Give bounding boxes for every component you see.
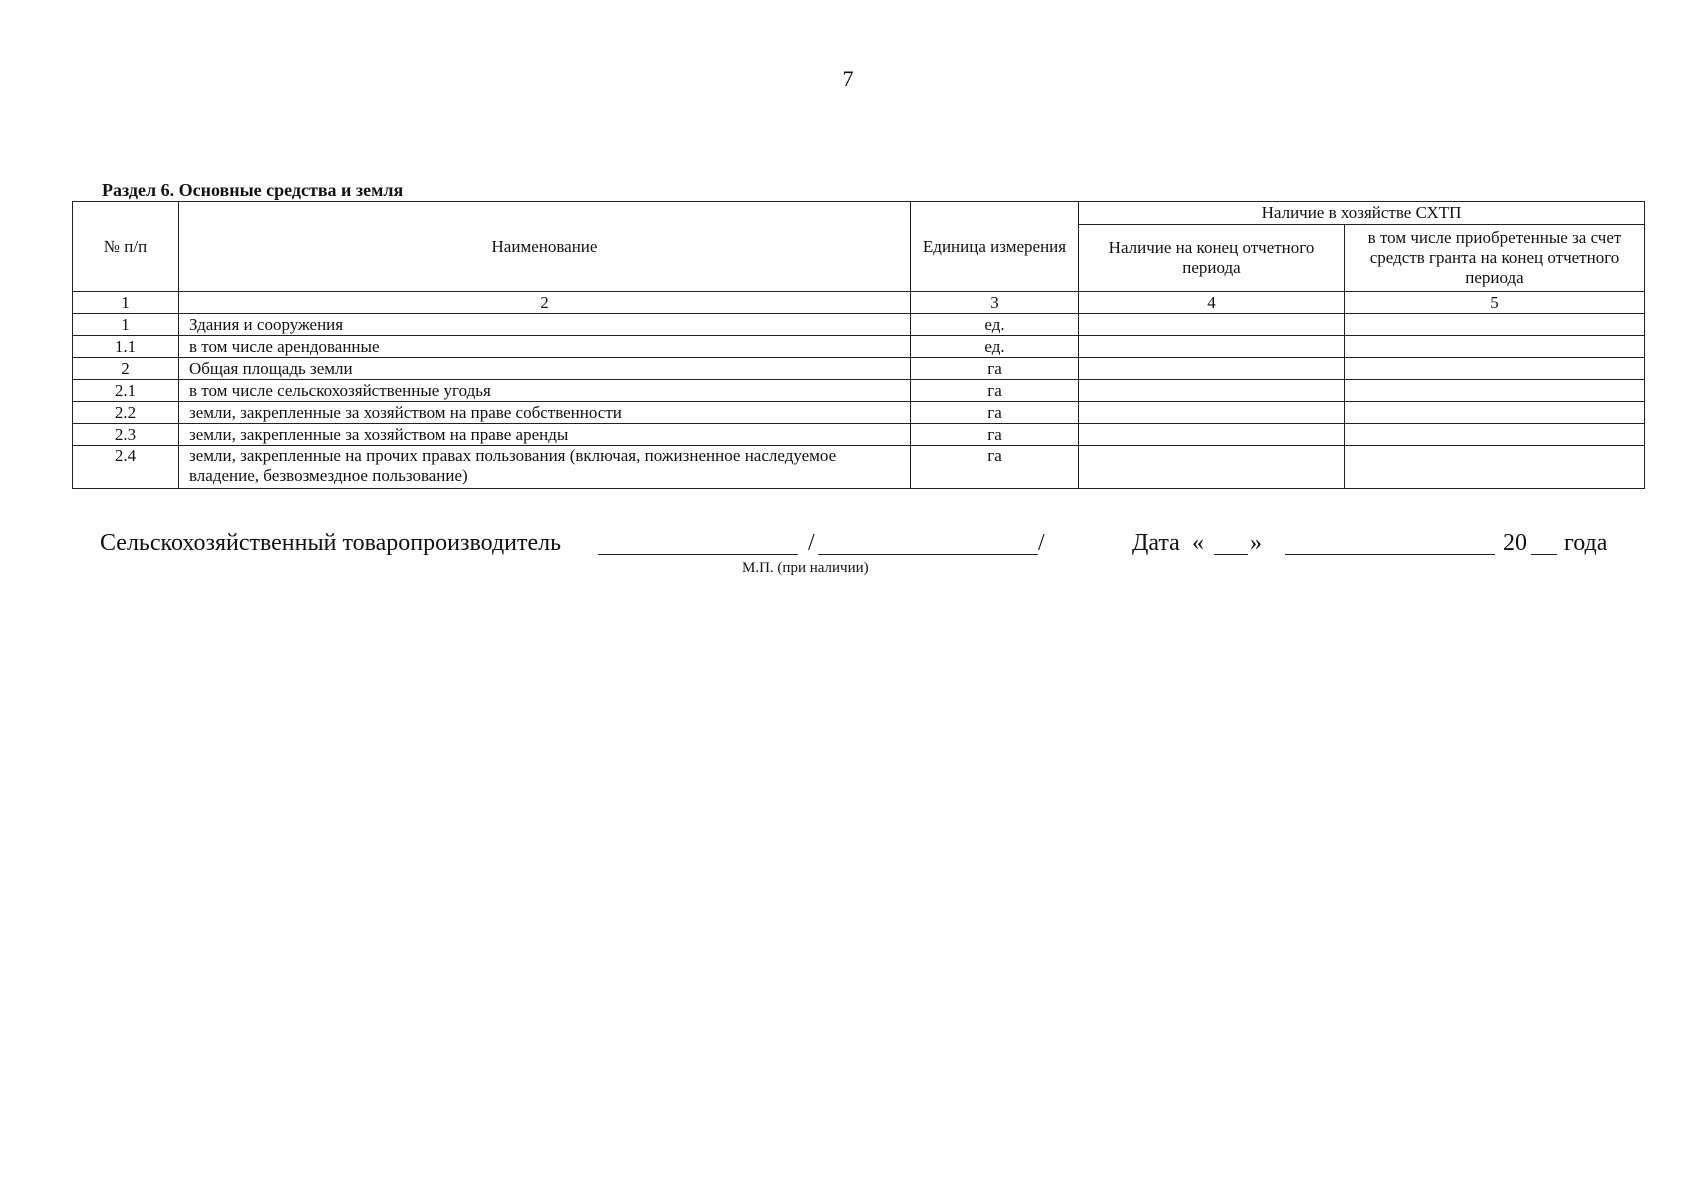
- row-value-col5[interactable]: [1345, 424, 1645, 446]
- row-number: 2.2: [73, 402, 179, 424]
- signature-line[interactable]: [598, 554, 798, 555]
- row-value-col4[interactable]: [1079, 380, 1345, 402]
- section-title: Раздел 6. Основные средства и земля: [102, 180, 404, 200]
- signature-name-line[interactable]: [818, 554, 1038, 555]
- row-unit: га: [911, 358, 1079, 380]
- row-number: 2: [73, 358, 179, 380]
- row-number: 2.1: [73, 380, 179, 402]
- signature-block: [100, 530, 1608, 580]
- row-value-col4[interactable]: [1079, 336, 1345, 358]
- row-value-col5[interactable]: [1345, 380, 1645, 402]
- row-unit: га: [911, 402, 1079, 424]
- table-row: [73, 314, 1645, 336]
- date-label: Дата: [1132, 530, 1180, 556]
- row-name: земли, закрепленные за хозяйством на праве собственности: [179, 402, 911, 424]
- signature-label: Сельскохозяйственный товаропроизводитель: [100, 530, 562, 556]
- column-number: 1: [73, 292, 179, 314]
- date-open-quote: «: [1192, 530, 1204, 556]
- column-number: 2: [179, 292, 911, 314]
- row-name: земли, закрепленные за хозяйством на праве аренды: [179, 424, 911, 446]
- row-number: 1.1: [73, 336, 179, 358]
- stamp-note: М.П. (при наличии): [742, 560, 869, 576]
- row-name: в том числе сельскохозяйственные угодья: [179, 380, 911, 402]
- row-number: 2.4: [73, 446, 179, 489]
- table-row: [73, 424, 1645, 446]
- row-value-col5[interactable]: [1345, 446, 1645, 489]
- header-col5: в том числе приобретенные за счет средств гранта на конец отчетного периода: [1345, 225, 1645, 292]
- table-row: [73, 446, 1645, 489]
- date-year-prefix: 20: [1503, 530, 1527, 556]
- signature-slash: /: [808, 530, 815, 556]
- date-day-field[interactable]: [1214, 554, 1248, 555]
- assets-table: [72, 201, 1645, 489]
- row-unit: га: [911, 446, 1079, 489]
- row-value-col5[interactable]: [1345, 336, 1645, 358]
- header-col4: Наличие на конец отчетного периода: [1079, 225, 1345, 292]
- row-number: 1: [73, 314, 179, 336]
- table-row: [73, 380, 1645, 402]
- row-value-col4[interactable]: [1079, 358, 1345, 380]
- row-name: Общая площадь земли: [179, 358, 911, 380]
- header-group: Наличие в хозяйстве СХТП: [1079, 202, 1645, 225]
- row-value-col4[interactable]: [1079, 446, 1345, 489]
- signature-slash: /: [1038, 530, 1045, 556]
- date-close-quote: »: [1250, 530, 1262, 556]
- row-number: 2.3: [73, 424, 179, 446]
- row-unit: га: [911, 424, 1079, 446]
- date-year-field[interactable]: [1531, 554, 1557, 555]
- column-number: 3: [911, 292, 1079, 314]
- column-number: 4: [1079, 292, 1345, 314]
- row-name: земли, закрепленные на прочих правах пользования (включая, пожизненное наследуемое владение, безвозмездное пользование): [179, 446, 911, 489]
- row-name: Здания и сооружения: [179, 314, 911, 336]
- row-unit: ед.: [911, 336, 1079, 358]
- header-unit: Единица измерения: [911, 202, 1079, 292]
- row-name: в том числе арендованные: [179, 336, 911, 358]
- header-num: № п/п: [73, 202, 179, 292]
- date-year-word: года: [1564, 530, 1608, 556]
- column-number: 5: [1345, 292, 1645, 314]
- table-row: [73, 402, 1645, 424]
- row-value-col4[interactable]: [1079, 402, 1345, 424]
- row-value-col4[interactable]: [1079, 314, 1345, 336]
- date-month-field[interactable]: [1285, 554, 1495, 555]
- header-name: Наименование: [179, 202, 911, 292]
- table-row: [73, 358, 1645, 380]
- row-value-col4[interactable]: [1079, 424, 1345, 446]
- table-row: [73, 336, 1645, 358]
- row-unit: га: [911, 380, 1079, 402]
- row-value-col5[interactable]: [1345, 402, 1645, 424]
- row-value-col5[interactable]: [1345, 314, 1645, 336]
- row-value-col5[interactable]: [1345, 358, 1645, 380]
- row-unit: ед.: [911, 314, 1079, 336]
- page-number: 7: [842, 66, 854, 91]
- column-numbers-row: [73, 292, 1645, 314]
